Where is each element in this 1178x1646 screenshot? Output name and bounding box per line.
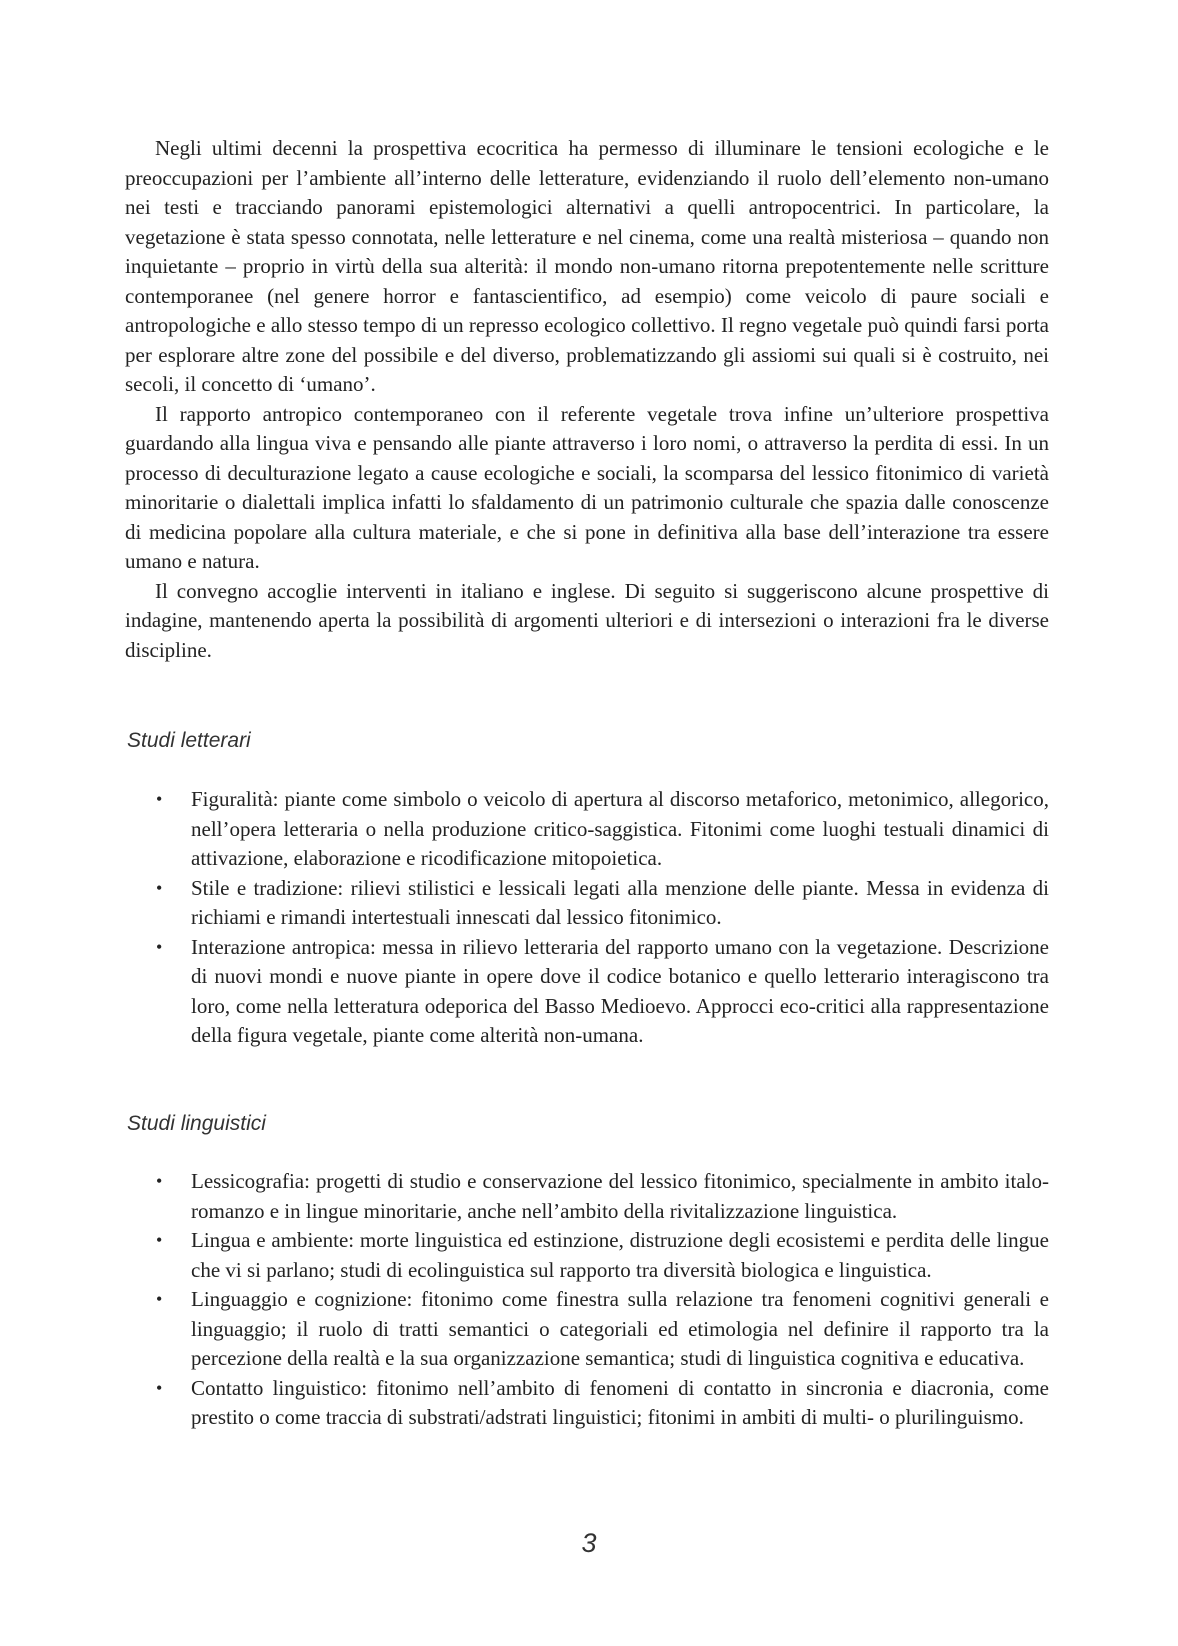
intro-paragraph: Negli ultimi decenni la prospettiva ecocritica ha permesso di illuminare le tensioni ecologiche e le preoccupazioni per l’ambiente all’interno delle letterature, evidenziando il ruolo dell’elemento non-umano nei testi e tracciando panorami epistemologici alternativi a quelli antropocentrici. In particolare, la vegetazione è stata spesso connotata, nelle letterature e nel cinema, come una realtà misteriosa – quando non inquietante – proprio in virtù della sua alterità: il mondo non-umano ritorna prepotentemente nelle scritture contemporanee (nel genere horror e fantascientifico, ad esempio) come veicolo di paure sociali e antropologiche e allo stesso tempo di un represso ecologico collettivo. Il regno vegetale può quindi farsi porta per esplorare altre zone del possibile e del diverso, problematizzando gli assiomi sui quali si è costruito, nei secoli, il concetto di ‘umano’. bbox=[125, 136, 1049, 396]
list-item bbox=[125, 1167, 1049, 1226]
bullet-icon: • bbox=[156, 1171, 163, 1191]
bullet-icon: • bbox=[156, 1289, 163, 1309]
intro-paragraph: Il rapporto antropico contemporaneo con il referente vegetale trova infine un’ulteriore prospettiva guardando alla lingua viva e pensando alle piante attraverso i loro nomi, o attraverso la perdita di essi. In un processo di deculturazione legato a cause ecologiche e sociali, la scomparsa del lessico fitonimico di varietà minoritarie o dialettali implica infatti lo sfaldamento di un patrimonio culturale che spazia dalle conoscenze di medicina popolare alla cultura materiale, e che si pone in definitiva alla base dell’interazione tra essere umano e natura. bbox=[125, 401, 1049, 573]
intro-paragraph: Il convegno accoglie interventi in italiano e inglese. Di seguito si suggeriscono alcune prospettive di indagine, mantenendo aperta la possibilità di argomenti ulteriori e di intersezioni o interazioni fra le diverse discipline. bbox=[125, 578, 1049, 662]
intro-text bbox=[125, 134, 1049, 665]
list-item-text: Interazione antropica: messa in rilievo letteraria del rapporto umano con la vegetazione. Descrizione di nuovi mondi e nuove piante in opere dove il codice botanico e quello letterario interagiscono tra loro, come nella letteratura odeporica del Basso Medioevo. Approcci eco-critici alla rappresentazione della figura vegetale, piante come alterità non-umana. bbox=[191, 934, 1049, 1047]
list-item-text: Contatto linguistico: fitonimo nell’ambito di fenomeni di contatto in sincronia e diacronia, come prestito o come traccia di substrati/adstrati linguistici; fitonimi in ambiti di multi- o plurilinguismo. bbox=[191, 1375, 1049, 1429]
list-item bbox=[125, 874, 1049, 933]
list-item-text: Stile e tradizione: rilievi stilistici e lessicali legati alla menzione delle piante. Messa in evidenza di richiami e rimandi intertestuali innescati dal lessico fitonimico. bbox=[191, 875, 1049, 929]
list-studi-letterari bbox=[125, 785, 1049, 1051]
page-number: 3 bbox=[581, 1528, 597, 1558]
list-item-text: Lessicografia: progetti di studio e conservazione del lessico fitonimico, specialmente in ambito italo-romanzo e in lingue minoritarie, anche nell’ambito della rivitalizzazione linguistica. bbox=[191, 1169, 1049, 1223]
list-item-text: Lingua e ambiente: morte linguistica ed estinzione, distruzione degli ecosistemi e perdita delle lingue che vi si parlano; studi di ecolinguistica sul rapporto tra diversità biologica e linguistica. bbox=[191, 1228, 1049, 1282]
section-heading-studi-linguistici: Studi linguistici bbox=[127, 1112, 266, 1135]
section-heading-studi-letterari: Studi letterari bbox=[127, 729, 251, 752]
bullet-icon: • bbox=[156, 936, 163, 957]
bullet-icon: • bbox=[156, 1377, 163, 1398]
bullet-icon: • bbox=[156, 789, 163, 809]
list-item bbox=[125, 933, 1049, 1051]
list-item-text: Figuralità: piante come simbolo o veicolo di apertura al discorso metaforico, metonimico, allegorico, nell’opera letteraria o nella produzione critico-saggistica. Fitonimi come luoghi testuali dinamici di attivazione, elaborazione e ricodificazione mitopoietica. bbox=[191, 787, 1049, 870]
list-item bbox=[125, 1226, 1049, 1285]
bullet-icon: • bbox=[156, 877, 163, 898]
list-item bbox=[125, 1285, 1049, 1374]
bullet-icon: • bbox=[156, 1230, 163, 1250]
list-item bbox=[125, 785, 1049, 874]
list-item-text: Linguaggio e cognizione: fitonimo come finestra sulla relazione tra fenomeni cognitivi generali e linguaggio; il ruolo di tratti semantici o categoriali ed etimologia nel definire il rapporto tra la percezione della realtà e la sua organizzazione semantica; studi di linguistica cognitiva e educativa. bbox=[191, 1287, 1049, 1370]
list-item bbox=[125, 1374, 1049, 1433]
list-studi-linguistici bbox=[125, 1167, 1049, 1433]
